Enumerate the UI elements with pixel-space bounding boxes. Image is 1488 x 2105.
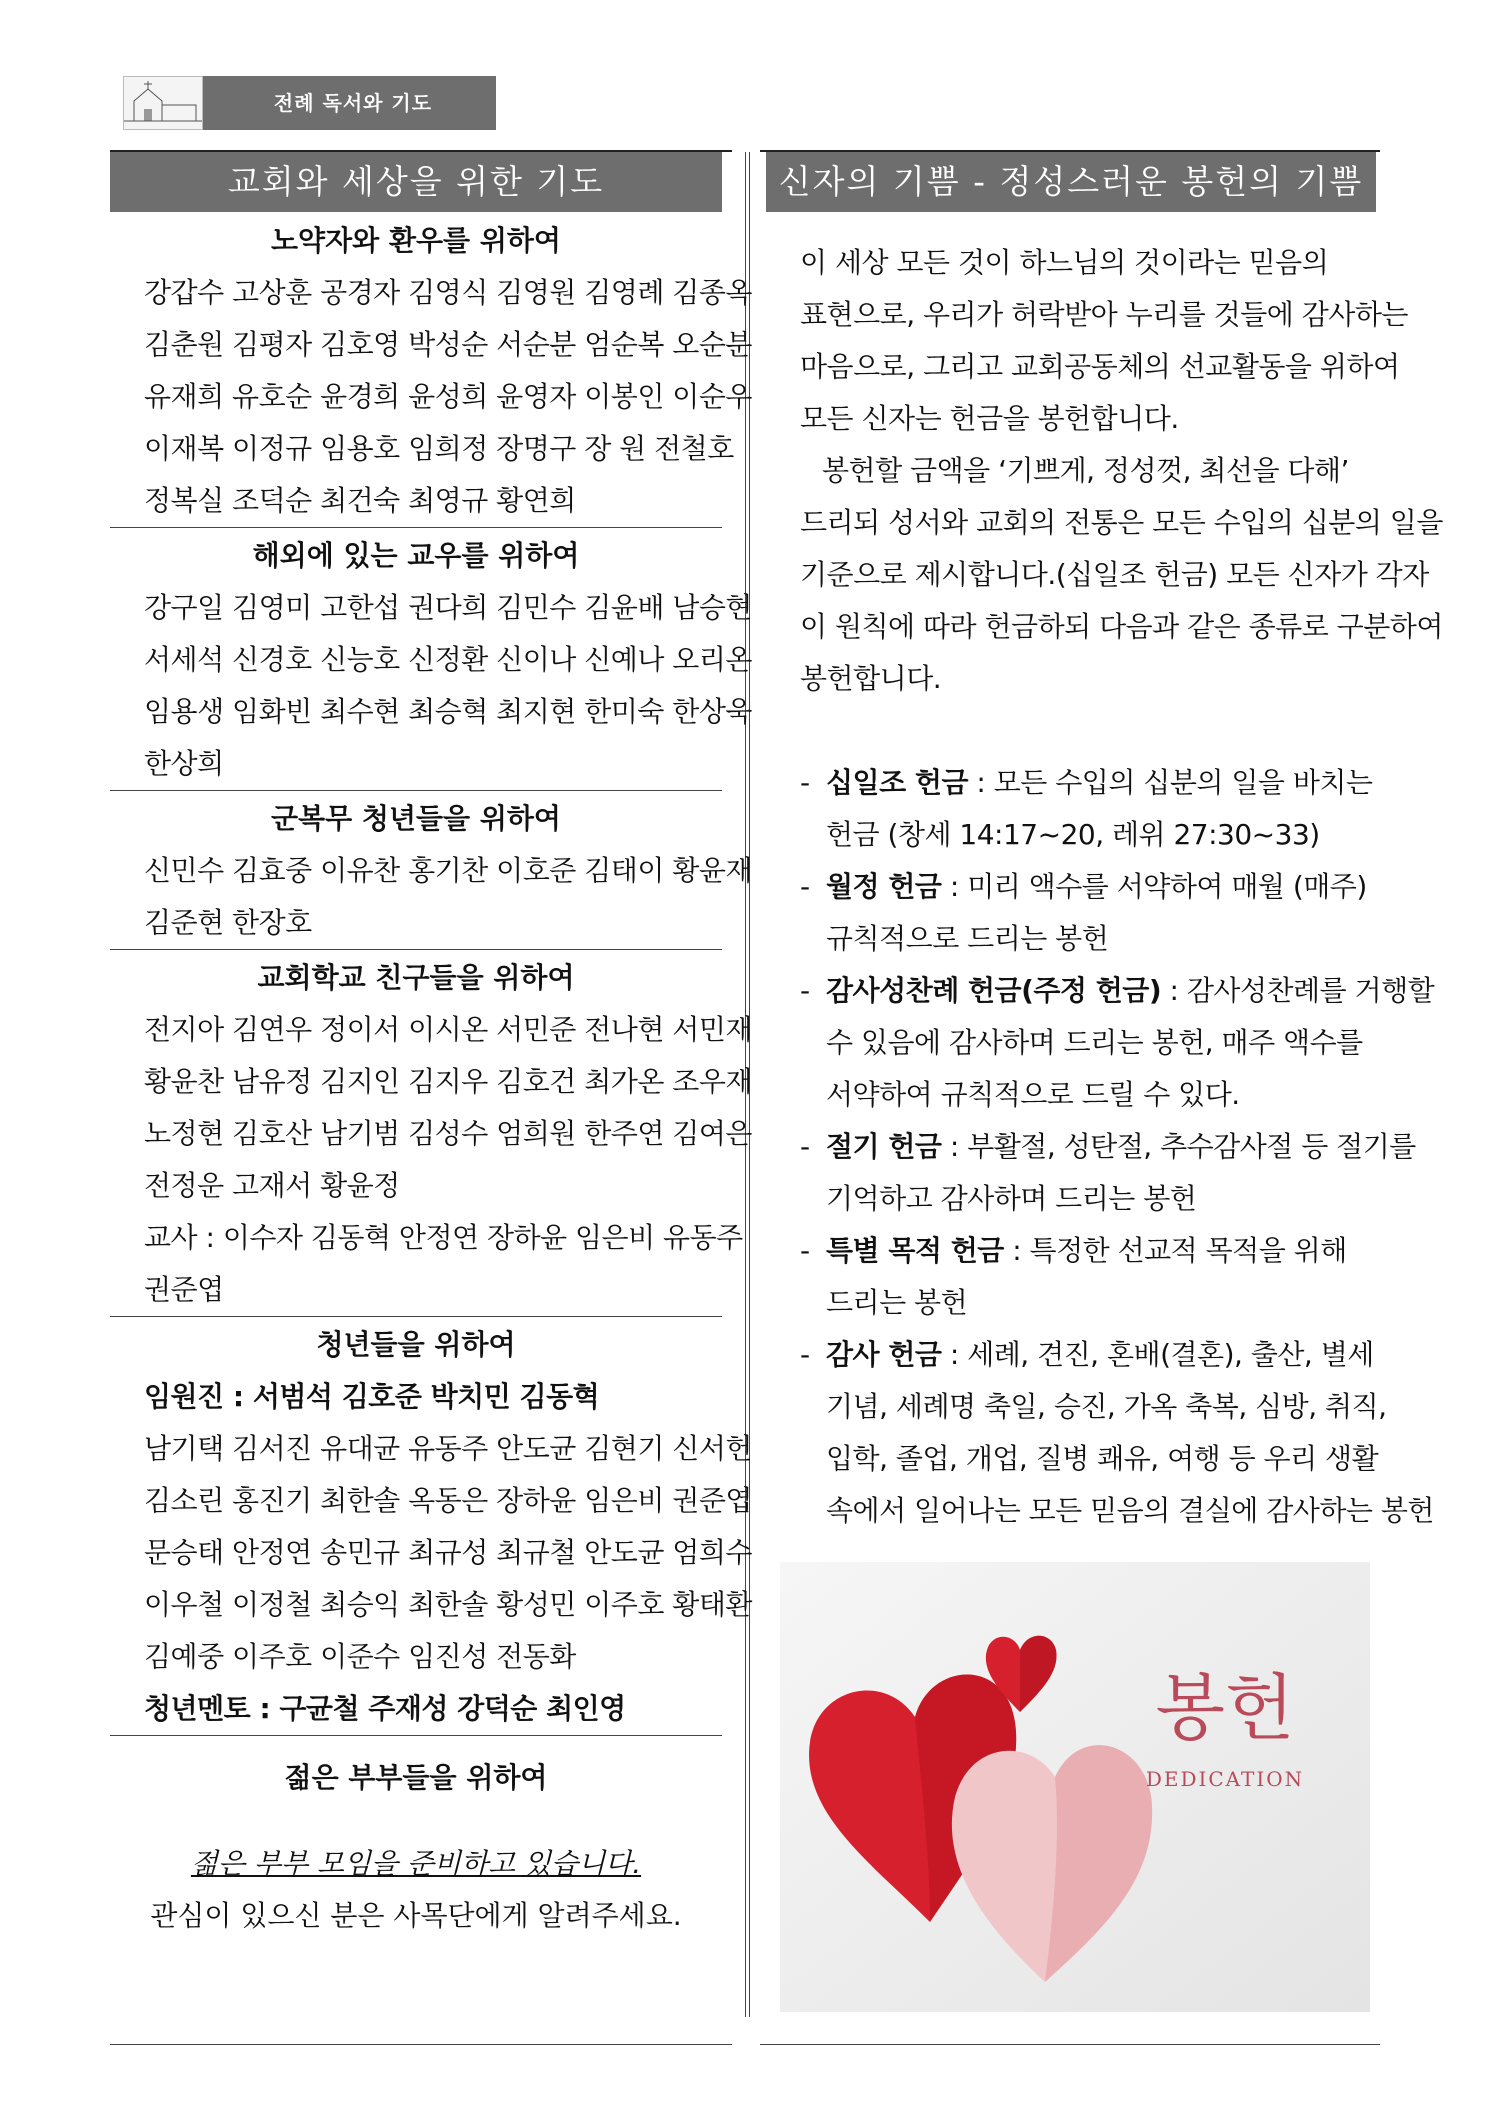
item-desc-cont: 입학, 졸업, 개업, 질병 쾌유, 여행 등 우리 생활: [826, 1442, 1379, 1475]
name-line: 유재희 유호순 윤경희 윤성희 윤영자 이봉인 이순우: [144, 380, 752, 413]
name-line: 서세석 신경호 신능호 신정환 신이나 신예나 오리온: [144, 643, 752, 676]
offering-item-thanksgiving: - 감사 헌금 : 세례, 견진, 혼배(결혼), 출산, 별세 기념, 세례명 축일, 승진, 가옥 축복, 심방, 취직, 입학, 졸업, 개업, 질병 쾌유, 여행 등 우리 생활 속에서 일어나는 모든 믿음의 결실에 감사하는 봉헌: [800, 1329, 1380, 1537]
item-term: 십일조 헌금: [826, 766, 968, 799]
item-desc-cont: 기억하고 감사하며 드리는 봉헌: [826, 1182, 1197, 1215]
item-term: 특별 목적 헌금: [826, 1234, 1004, 1267]
name-line: 이재복 이정규 임용호 임희정 장명구 장 원 전철호: [144, 432, 734, 465]
prayer-list: [110, 213, 752, 1942]
name-line: 김준현 한장호: [144, 906, 312, 939]
group-title: 군복무 청년들을 위하여: [271, 802, 561, 835]
item-desc: : 미리 액수를 서약하여 매월 (매주): [941, 870, 1367, 903]
name-line: 교사 : 이수자 김동혁 안정연 장하윤 임은비 유동주: [144, 1221, 743, 1254]
item-desc-cont: 속에서 일어나는 모든 믿음의 결실에 감사하는 봉헌: [826, 1494, 1434, 1527]
name-line: 신민수 김효중 이유찬 홍기찬 이호준 김태이 황윤재: [144, 854, 752, 887]
name-line: 문승태 안정연 송민규 최규성 최규철 안도균 엄희수: [144, 1536, 752, 1569]
item-desc: : 부활절, 성탄절, 추수감사절 등 절기를: [941, 1130, 1416, 1163]
name-line: 강구일 김영미 고한섭 권다희 김민수 김윤배 남승현: [144, 591, 752, 624]
name-line: 김예중 이주호 이준수 임진성 전동화: [144, 1640, 576, 1673]
church-thumbnail: [123, 76, 203, 130]
name-line: 정복실 조덕순 최건숙 최영규 황연희: [144, 484, 576, 517]
youth-mentors: 청년멘토 : 구균철 주재성 강덕순 최인영: [144, 1692, 626, 1725]
group-title: 해외에 있는 교우를 위하여: [252, 539, 580, 572]
name-line: 남기택 김서진 유대균 유동주 안도균 김현기 신서헌: [144, 1432, 752, 1465]
item-desc: : 모든 수입의 십분의 일을 바치는: [968, 766, 1373, 799]
tab-label: 전례 독서와 기도: [273, 91, 433, 115]
intro-line: 이 세상 모든 것이 하느님의 것이라는 믿음의: [800, 246, 1329, 279]
item-desc: : 특정한 선교적 목적을 위해: [1003, 1234, 1347, 1267]
prayer-group-military: [110, 793, 752, 950]
offering-item-eucharist: - 감사성찬례 헌금(주정 헌금) : 감사성찬례를 거행할 수 있음에 감사하며 드리는 봉헌, 매주 액수를 서약하여 규칙적으로 드릴 수 있다.: [800, 965, 1380, 1121]
intro-line: 모든 신자는 헌금을 봉헌합니다.: [800, 402, 1179, 435]
prayer-group-church-school: [110, 952, 752, 1317]
para-line: 봉헌합니다.: [800, 662, 942, 695]
item-desc-cont: 서약하여 규칙적으로 드릴 수 있다.: [826, 1078, 1240, 1111]
item-desc-cont: 헌금 (창세 14:17~20, 레위 27:30~33): [826, 818, 1320, 851]
group-title: 청년들을 위하여: [316, 1328, 516, 1361]
offering-item-monthly: - 월정 헌금 : 미리 액수를 서약하여 매월 (매주) 규칙적으로 드리는 봉헌: [800, 861, 1380, 965]
item-term: 감사성찬례 헌금(주정 헌금): [826, 974, 1162, 1007]
item-term: 월정 헌금: [826, 870, 942, 903]
intro-line: 표현으로, 우리가 허락받아 누리를 것들에 감사하는: [800, 298, 1408, 331]
name-line: 권준엽: [144, 1273, 224, 1306]
youth-officers: 임원진 : 서범석 김호준 박치민 김동혁: [144, 1380, 600, 1413]
intro-line: 마음으로, 그리고 교회공동체의 선교활동을 위하여: [800, 350, 1400, 383]
prayer-group-elderly-sick: [110, 215, 752, 528]
name-line: 황윤찬 남유정 김지인 김지우 김호건 최가온 조우재: [144, 1065, 752, 1098]
name-line: 김소린 홍진기 최한솔 옥동은 장하윤 임은비 권준엽: [144, 1484, 752, 1517]
group-title: 젊은 부부들을 위하여: [284, 1761, 548, 1794]
name-line: 노정현 김호산 남기범 김성수 엄희원 한주연 김여은: [144, 1117, 752, 1150]
left-section-title: 교회와 세상을 위한 기도: [110, 152, 722, 212]
group-title: 노약자와 환우를 위하여: [271, 224, 561, 257]
left-bottom-rule: [110, 2044, 732, 2045]
prayer-group-youth: [110, 1319, 752, 1736]
name-line: 전정운 고재서 황윤정: [144, 1169, 400, 1202]
item-term: 감사 헌금: [826, 1338, 942, 1371]
item-desc-cont: 규칙적으로 드리는 봉헌: [826, 922, 1109, 955]
name-line: 김춘원 김평자 김호영 박성순 서순분 엄순복 오순분: [144, 328, 752, 361]
image-subtitle: DEDICATION: [1145, 1767, 1305, 1791]
prayer-group-young-couples: [110, 1752, 722, 1942]
name-line: 이우철 이정철 최승익 최한솔 황성민 이주호 황태환: [144, 1588, 752, 1621]
item-desc-cont: 드리는 봉헌: [826, 1286, 968, 1319]
offering-item-special: - 특별 목적 헌금 : 특정한 선교적 목적을 위해 드리는 봉헌: [800, 1225, 1380, 1329]
para-line: 봉헌할 금액을 ‘기쁘게, 정성껏, 최선을 다해’: [822, 454, 1349, 487]
para-line: 기준으로 제시합니다.(십일조 헌금) 모든 신자가 각자: [800, 558, 1429, 591]
right-section-title: 신자의 기쁨 - 정성스러운 봉헌의 기쁨: [766, 152, 1376, 212]
offering-explanation: [800, 237, 1443, 1537]
item-desc: : 세례, 견진, 혼배(결혼), 출산, 별세: [941, 1338, 1374, 1371]
para-line: 이 원칙에 따라 헌금하되 다음과 같은 종류로 구분하여: [800, 610, 1443, 643]
item-term: 절기 헌금: [826, 1130, 942, 1163]
group-title: 교회학교 친구들을 위하여: [257, 961, 575, 994]
right-bottom-rule: [760, 2044, 1380, 2045]
offering-item-tithe: - 십일조 헌금 : 모든 수입의 십분의 일을 바치는 헌금 (창세 14:17~20, 레위 27:30~33): [800, 757, 1380, 861]
couples-contact-note: 관심이 있으신 분은 사목단에게 알려주세요.: [150, 1899, 682, 1932]
item-desc-cont: 기념, 세례명 축일, 승진, 가옥 축복, 심방, 취직,: [826, 1390, 1387, 1423]
item-desc-cont: 수 있음에 감사하며 드리는 봉헌, 매주 액수를: [826, 1026, 1363, 1059]
couples-announcement: 젊은 부부 모임을 준비하고 있습니다.: [190, 1847, 642, 1880]
name-line: 강갑수 고상훈 공경자 김영식 김영원 김영례 김종옥: [144, 276, 752, 309]
name-line: 임용생 임화빈 최수현 최승혁 최지현 한미숙 한상욱: [144, 695, 752, 728]
name-line: 전지아 김연우 정이서 이시온 서민준 전나현 서민재: [144, 1013, 752, 1046]
offering-item-seasonal: - 절기 헌금 : 부활절, 성탄절, 추수감사절 등 절기를 기억하고 감사하며 드리는 봉헌: [800, 1121, 1380, 1225]
para-line: 드리되 성서와 교회의 전통은 모든 수입의 십분의 일을: [800, 506, 1443, 539]
name-line: 한상희: [144, 747, 224, 780]
prayer-group-overseas: [110, 530, 752, 791]
image-title: 봉헌: [1155, 1666, 1295, 1750]
item-desc: : 감사성찬례를 거행할: [1161, 974, 1435, 1007]
